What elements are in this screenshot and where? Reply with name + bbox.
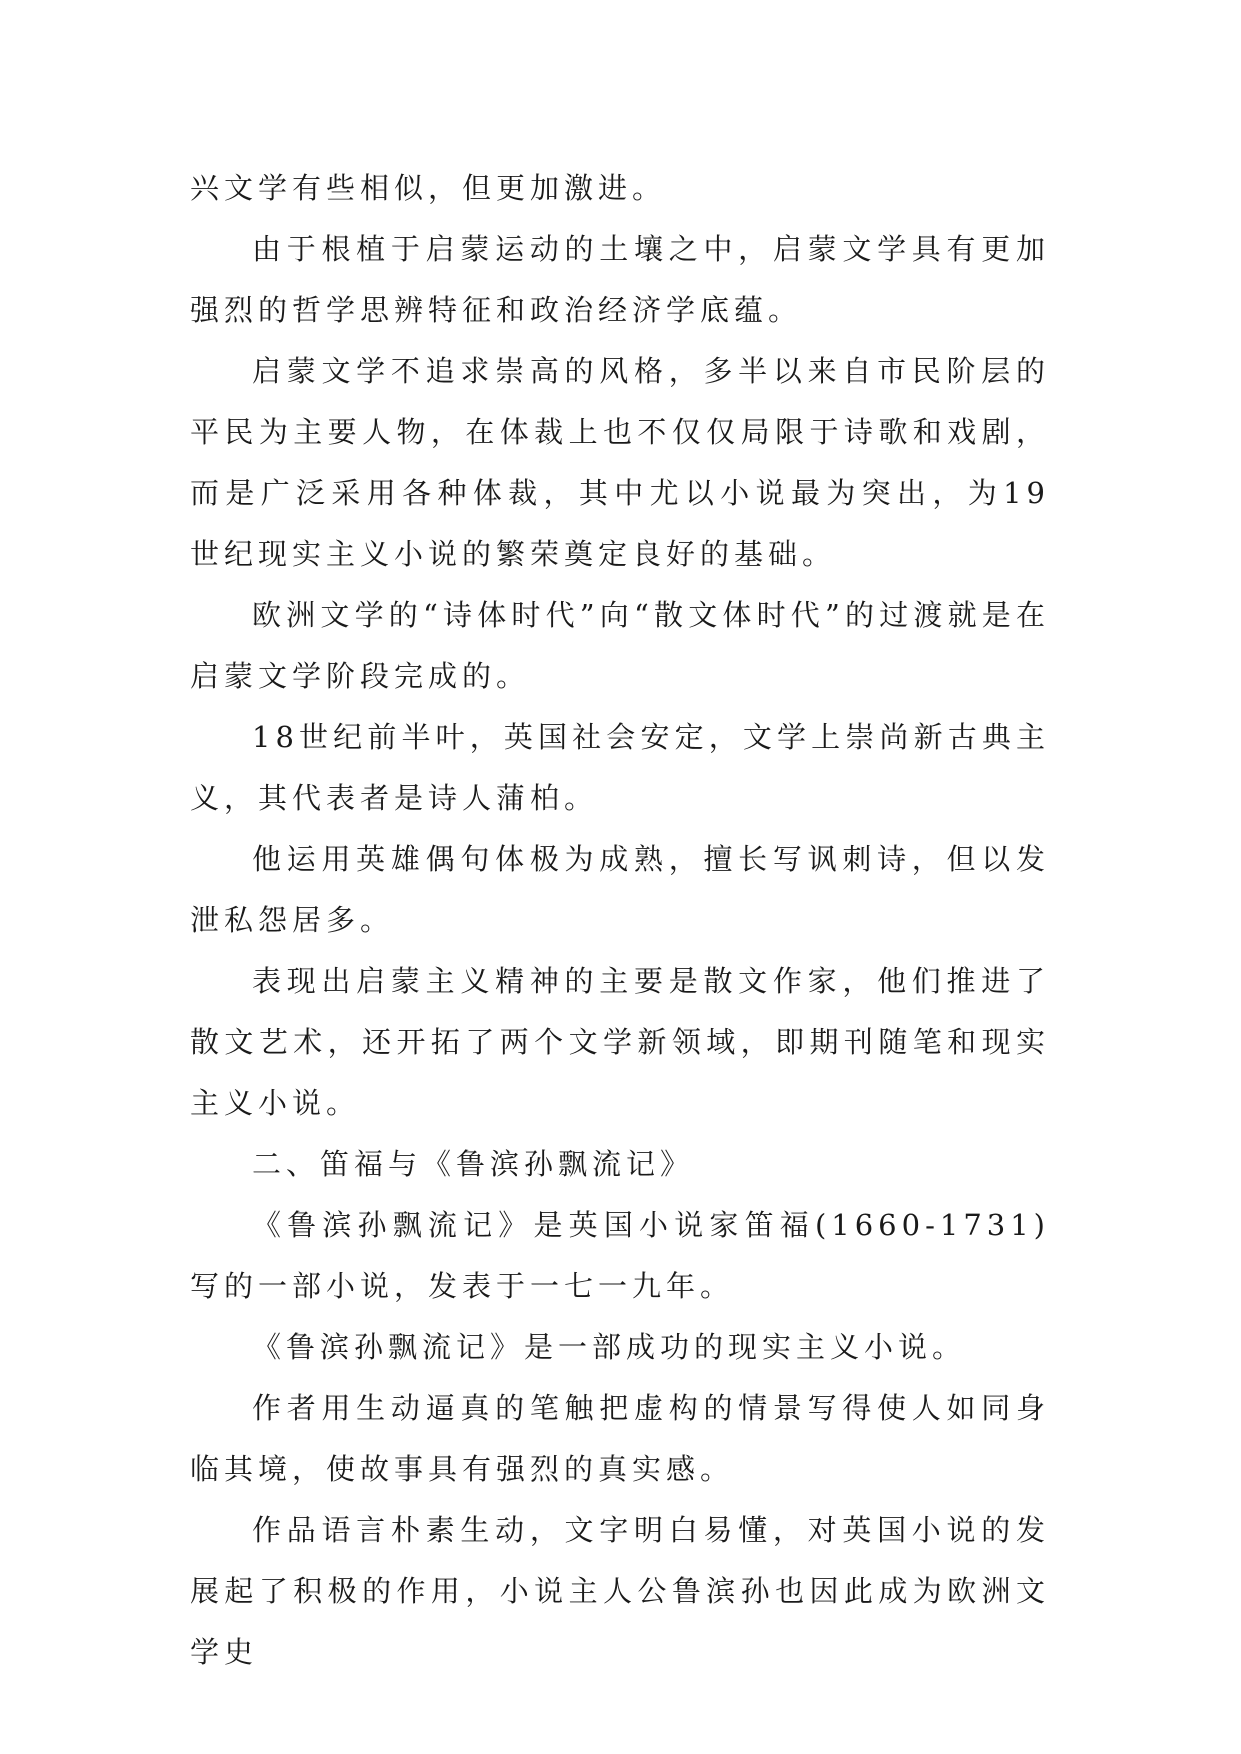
document-body xyxy=(190,158,1050,1683)
paragraph: 作品语言朴素生动，文字明白易懂，对英国小说的发展起了积极的作用，小说主人公鲁滨孙也因此成为欧洲文学史 xyxy=(190,1513,1050,1669)
paragraph: 他运用英雄偶句体极为成熟，擅长写讽刺诗，但以发泄私怨居多。 xyxy=(190,842,1050,937)
paragraph: 欧洲文学的“诗体时代”向“散文体时代”的过渡就是在启蒙文学阶段完成的。 xyxy=(190,598,1050,693)
section-heading: 二、笛福与《鲁滨孙飘流记》 xyxy=(252,1147,695,1181)
paragraph: 作者用生动逼真的笔触把虚构的情景写得使人如同身临其境，使故事具有强烈的真实感。 xyxy=(190,1391,1050,1486)
paragraph-continuation: 兴文学有些相似，但更加激进。 xyxy=(190,171,667,205)
paragraph: 《鲁滨孙飘流记》是英国小说家笛福(1660-1731)写的一部小说，发表于一七一九年。 xyxy=(190,1208,1050,1303)
paragraph: 由于根植于启蒙运动的土壤之中，启蒙文学具有更加强烈的哲学思辨特征和政治经济学底蕴。 xyxy=(190,232,1050,327)
paragraph: 表现出启蒙主义精神的主要是散文作家，他们推进了散文艺术，还开拓了两个文学新领域，即期刊随笔和现实主义小说。 xyxy=(190,964,1050,1120)
paragraph: 《鲁滨孙飘流记》是一部成功的现实主义小说。 xyxy=(252,1330,967,1364)
paragraph: 启蒙文学不追求崇高的风格，多半以来自市民阶层的平民为主要人物，在体裁上也不仅仅局限于诗歌和戏剧，而是广泛采用各种体裁，其中尤以小说最为突出，为19世纪现实主义小说的繁荣奠定良好的基础。 xyxy=(190,354,1050,571)
paragraph: 18世纪前半叶，英国社会安定，文学上崇尚新古典主义，其代表者是诗人蒲柏。 xyxy=(190,720,1050,815)
